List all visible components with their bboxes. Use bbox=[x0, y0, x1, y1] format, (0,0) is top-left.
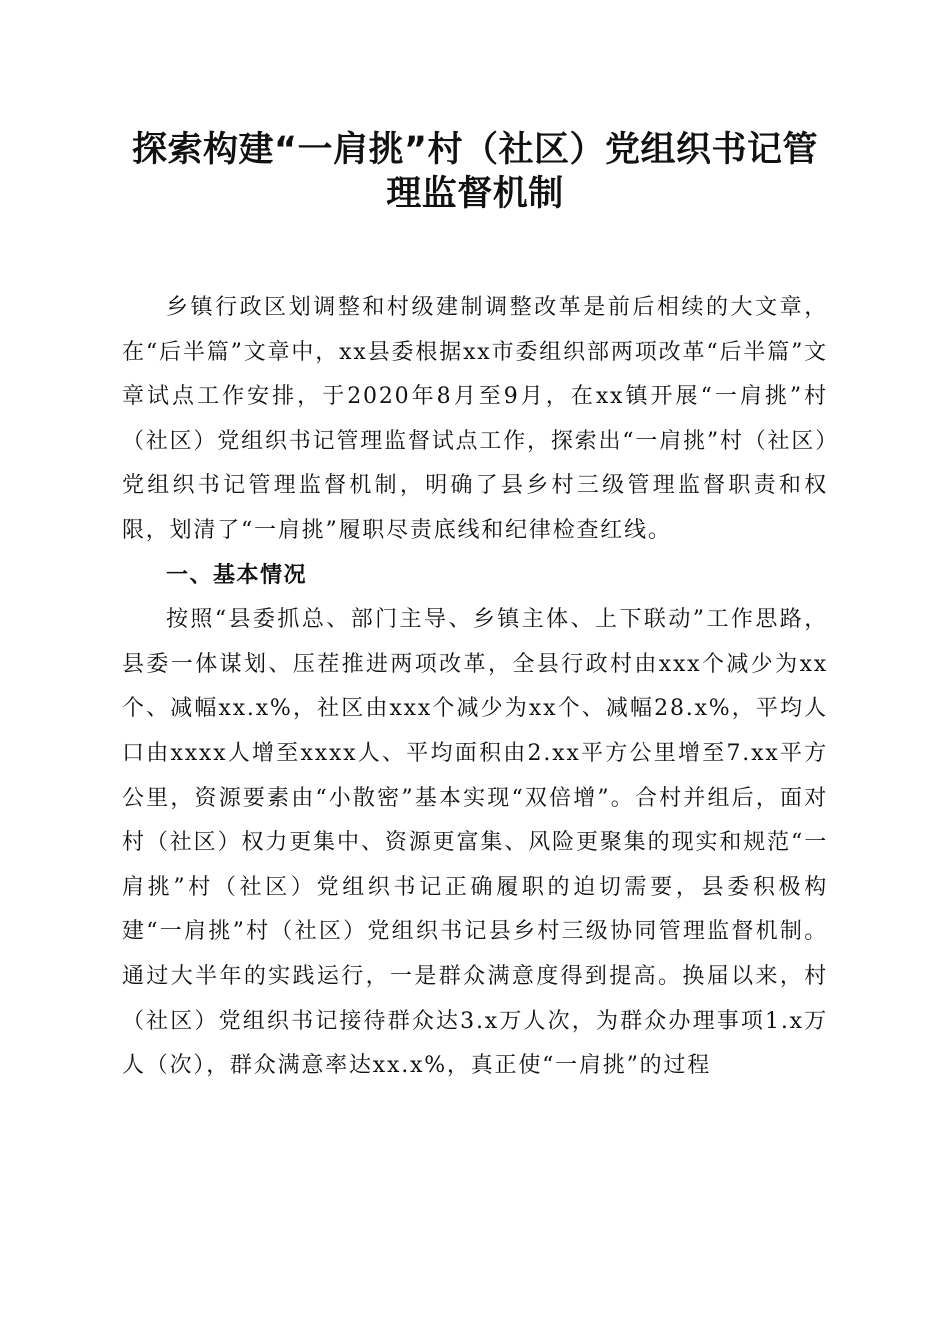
title-line-1: 探索构建“一肩挑”村（社区）党组织书记管 bbox=[131, 130, 818, 170]
intro-paragraph: 乡镇行政区划调整和村级建制调整改革是前后相续的大文章，在“后半篇”文章中，xx县委根据xx市委组织部两项改革“后半篇”文章试点工作安排，于2020年8月至9月，在xx镇开展“一肩挑”村（社区）党组织书记管理监督试点工作，探索出“一肩挑”村（社区）党组织书记管理监督机制，明确了县乡村三级管理监督职责和权限，划清了“一肩挑”履职尽责底线和纪律检查红线。 bbox=[122, 295, 828, 543]
body-paragraph: 按照“县委抓总、部门主导、乡镇主体、上下联动”工作思路，县委一体谋划、压茬推进两项改革，全县行政村由xxx个减少为xx个、减幅xx.x%，社区由xxx个减少为xx个、减幅28.x%，平均人口由xxxx人增至xxxx人、平均面积由2.xx平方公里增至7.xx平方公里，资源要素由“小散密”基本实现“双倍增”。合村并组后，面对村（社区）权力更集中、资源更富集、风险更聚集的现实和规范“一肩挑”村（社区）党组织书记正确履职的迫切需要，县委积极构建“一肩挑”村（社区）党组织书记县乡村三级协同管理监督机制。通过大半年的实践运行，一是群众满意度得到提高。换届以来，村（社区）党组织书记接待群众达3.x万人次，为群众办理事项1.x万人（次），群众满意率达xx.x%，真正使“一肩挑”的过程 bbox=[122, 607, 828, 1079]
document-page bbox=[122, 128, 828, 1089]
section-heading-basic-situation: 一、基本情况 bbox=[166, 562, 308, 588]
document-title bbox=[122, 128, 828, 216]
title-line-2: 理监督机制 bbox=[386, 174, 564, 214]
